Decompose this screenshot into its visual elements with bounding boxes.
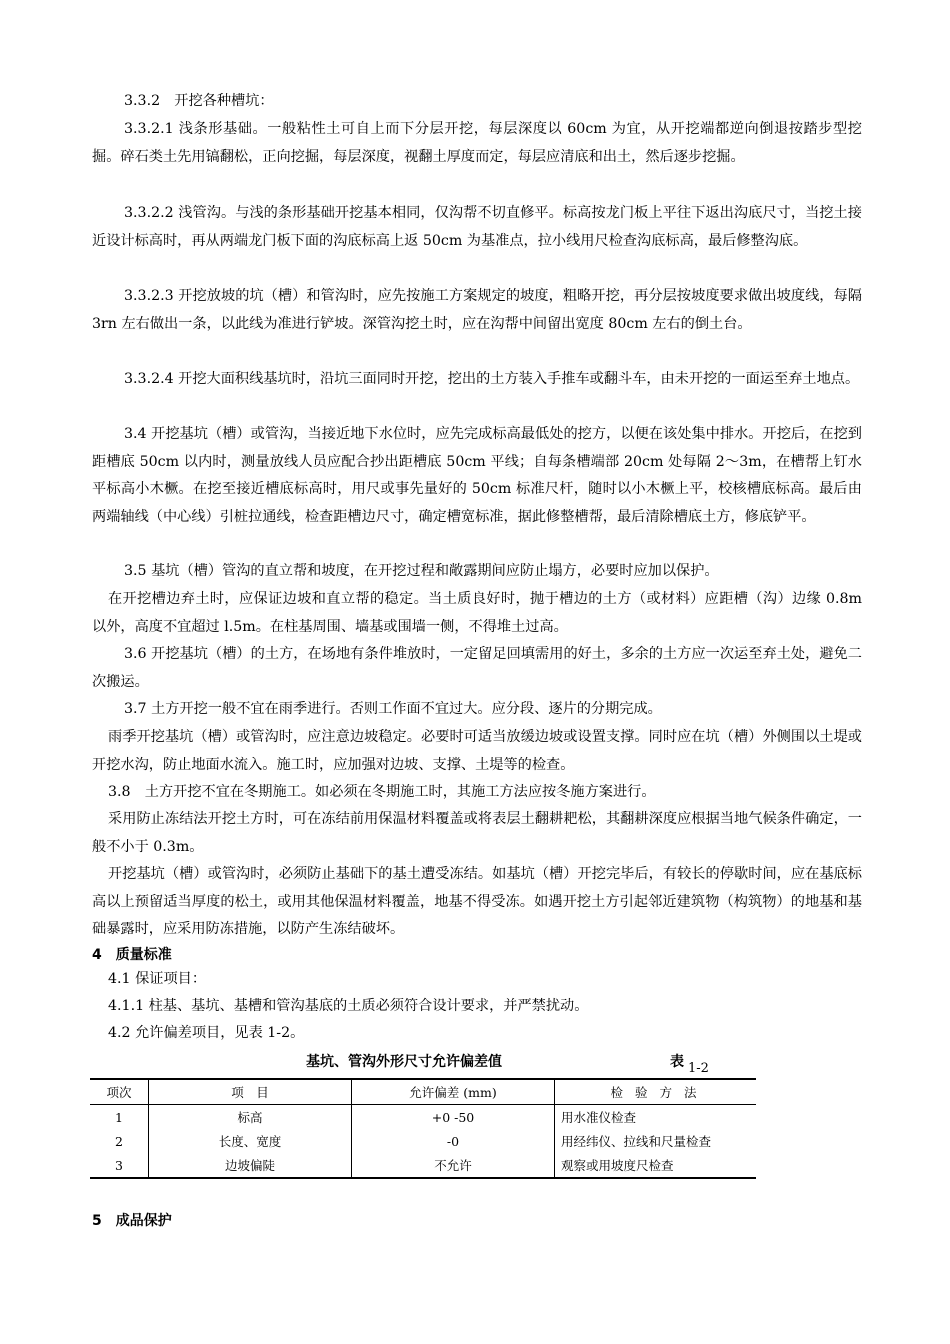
cell-index: 1 (90, 1105, 149, 1130)
table-row (90, 1153, 756, 1178)
cell-item: 长度、宽度 (149, 1129, 352, 1153)
table-number: 1-2 (688, 1061, 709, 1076)
cell-method: 用经纬仪、拉线和尺量检查 (561, 1134, 712, 1149)
cell-tolerance: 不允许 (352, 1153, 555, 1178)
cell-index: 3 (90, 1153, 149, 1178)
cell-item: 标高 (149, 1105, 352, 1130)
table-row (90, 1129, 756, 1153)
table-header-row (90, 1079, 756, 1105)
para-3-6: 3.6 开挖基坑（槽）的土方，在场地有条件堆放时，一定留足回填需用的好土，多余的土方应一次运至弃土处，避免二次搬运。 (92, 646, 862, 690)
para-3-5: 3.5 基坑（槽）管沟的直立帮和坡度，在开挖过程和敞露期间应防止塌方，必要时应加以保护。 (124, 563, 719, 579)
para-3-5-spoil: 在开挖槽边弃土时，应保证边坡和直立帮的稳定。当土质良好时，抛于槽边的土方（或材料）应距槽（沟）边缘 0.8m 以外，高度不宜超过 l.5m。在柱基周围、墙基或围墙一侧，不得堆土过高。 (92, 591, 862, 635)
para-3-8: 3.8 土方开挖不宜在冬期施工。如必须在冬期施工时，其施工方法应按冬施方案进行。 (108, 784, 656, 800)
para-3-3-2-2: 3.3.2.2 浅管沟。与浅的条形基础开挖基本相同，仅沟帮不切直修平。标高按龙门板上平往下返出沟底尺寸，当挖土接近设计标高时，再从两端龙门板下面的沟底标高上返 50cm 为基准点，拉小线用尺检查沟底标高，最后修整沟底。 (92, 205, 862, 249)
cell-method: 用水准仪检查 (561, 1110, 637, 1125)
header-item: 项 目 (149, 1079, 352, 1105)
table-label: 表 (670, 1054, 684, 1070)
para-4-1: 4.1 保证项目： (108, 971, 207, 987)
para-4-2: 4.2 允许偏差项目，见表 1-2。 (108, 1025, 305, 1041)
para-3-3-2-4: 3.3.2.4 开挖大面积线基坑时，沿坑三面同时开挖，挖出的土方装入手推车或翻斗车，由未开挖的一面运至弃土地点。 (124, 371, 860, 387)
cell-method: 观察或用坡度尺检查 (561, 1158, 674, 1173)
cell-index: 2 (90, 1129, 149, 1153)
section-4-heading: 4 质量标准 (92, 947, 172, 963)
cell-item: 边坡偏陡 (149, 1153, 352, 1178)
para-3-7-rain: 雨季开挖基坑（槽）或管沟时，应注意边坡稳定。必要时可适当放缓边坡或设置支撑。同时应在坑（槽）外侧围以土堤或开挖水沟，防止地面水流入。施工时，应加强对边坡、支撑、土堤等的检查。 (92, 729, 862, 773)
cell-tolerance: +0 -50 (352, 1105, 555, 1130)
para-3-3-2: 3.3.2 开挖各种槽坑： (124, 93, 274, 109)
cell-tolerance: -0 (352, 1129, 555, 1153)
para-3-8-antifreeze: 采用防止冻结法开挖土方时，可在冻结前用保温材料覆盖或将表层土翻耕耙松，其翻耕深度应根据当地气候条件确定，一般不小于 0.3m。 (92, 811, 862, 855)
para-3-7: 3.7 土方开挖一般不宜在雨季进行。否则工作面不宜过大。应分段、逐片的分期完成。 (124, 701, 662, 717)
header-method: 检 验 方 法 (610, 1085, 701, 1100)
tolerance-table (90, 1078, 756, 1179)
header-index: 项次 (90, 1079, 149, 1105)
table-row (90, 1105, 756, 1130)
section-5-heading: 5 成品保护 (92, 1213, 172, 1229)
header-tolerance: 允许偏差 (mm) (352, 1079, 555, 1105)
para-3-8-frost: 开挖基坑（槽）或管沟时，必须防止基础下的基土遭受冻结。如基坑（槽）开挖完毕后，有较长的停歇时间，应在基底标高以上预留适当厚度的松土，或用其他保温材料覆盖，地基不得受冻。如遇开挖土方引起邻近建筑物（构筑物）的地基和基础暴露时，应采用防冻措施，以防产生冻结破坏。 (92, 866, 862, 937)
table-title: 基坑、管沟外形尺寸允许偏差值 (306, 1054, 502, 1070)
para-3-3-2-1: 3.3.2.1 浅条形基础。一般粘性土可自上而下分层开挖，每层深度以 60cm 为宜，从开挖端都逆向倒退按踏步型挖掘。碎石类土先用镐翻松，正向挖掘，每层深度，视翻土厚度而定，每层应清底和出土，然后逐步挖掘。 (92, 121, 862, 165)
para-4-1-1: 4.1.1 柱基、基坑、基槽和管沟基底的土质必须符合设计要求，并严禁扰动。 (108, 998, 589, 1014)
para-3-4: 3.4 开挖基坑（槽）或管沟，当接近地下水位时，应先完成标高最低处的挖方，以便在该处集中排水。开挖后，在挖到距槽底 50cm 以内时，测量放线人员应配合抄出距槽底 50cm 平线；自每条槽端部 20cm 处每隔 2～3m，在槽帮上钉水平标高小木橛。在挖至接近槽底标高时，用尺或事先量好的 50cm 标准尺杆，随时以小木橛上平，校核槽底标高。最后由两端轴线（中心线）引桩拉通线，检查距槽边尺寸，确定槽宽标准，据此修整槽帮，最后清除槽底土方，修底铲平。 (92, 426, 862, 525)
para-3-3-2-3: 3.3.2.3 开挖放坡的坑（槽）和管沟时，应先按施工方案规定的坡度，粗略开挖，再分层按坡度要求做出坡度线，每隔 3rn 左右做出一条，以此线为准进行铲坡。深管沟挖土时，应在沟帮中间留出宽度 80cm 左右的倒土台。 (92, 288, 862, 332)
